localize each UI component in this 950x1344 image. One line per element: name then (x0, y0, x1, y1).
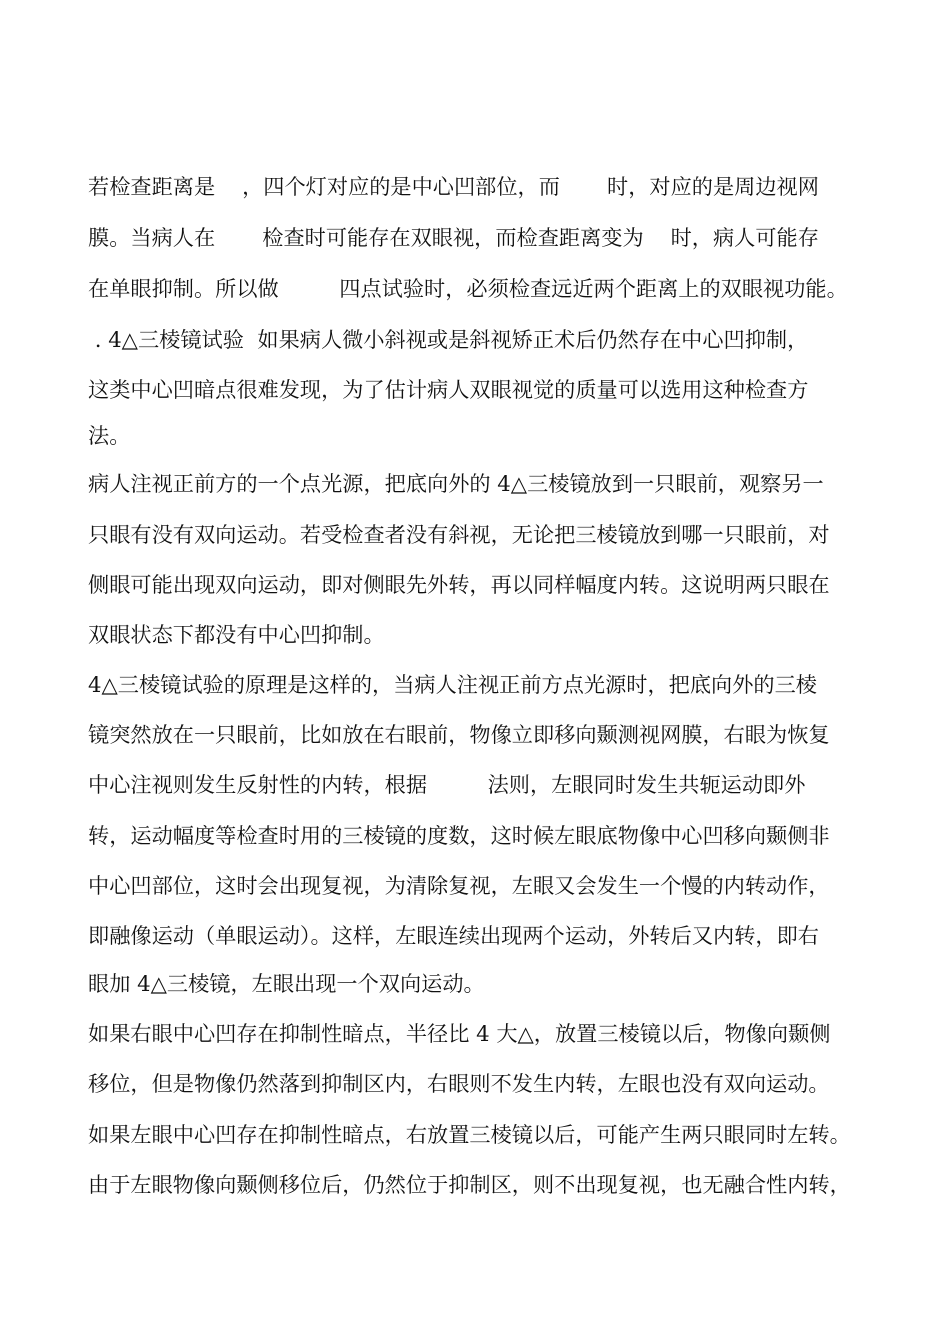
text-line: 膜。当病人在 检查时可能存在双眼视，而检查距离变为 时，病人可能存 (88, 225, 819, 250)
text-line: 中心注视则发生反射性的内转，根据 法则，左眼同时发生共轭运动即外 (88, 772, 806, 797)
text-line: 眼加 4△三棱镜，左眼出现一个双向运动。 (88, 971, 485, 996)
text-line: 双眼状态下都没有中心凹抑制。 (88, 622, 385, 647)
section-heading-line: . 4△三棱镜试验 如果病人微小斜视或是斜视矫正术后仍然存在中心凹抑制， (88, 327, 809, 352)
text-line: 如果左眼中心凹存在抑制性暗点，右放置三棱镜以后，可能产生两只眼同时左转。 (88, 1122, 851, 1147)
text-line: 这类中心凹暗点很难发现，为了估计病人双眼视觉的质量可以选用这种检查方 (88, 377, 809, 402)
text-line: 法。 (88, 423, 131, 448)
text-line: 中心凹部位，这时会出现复视，为清除复视，左眼又会发生一个慢的内转动作， (88, 873, 830, 898)
text-line: 在单眼抑制。所以做 四点试验时，必须检查远近两个距离上的双眼视功能。 (88, 276, 848, 301)
text-line: 即融像运动（单眼运动）。这样，左眼连续出现两个运动，外转后又内转，即右 (88, 923, 819, 948)
text-line: 4△三棱镜试验的原理是这样的，当病人注视正前方点光源时，把底向外的三棱 (88, 672, 817, 697)
text-line: 病人注视正前方的一个点光源，把底向外的 4△三棱镜放到一只眼前，观察另一 (88, 471, 824, 496)
text-line: 只眼有没有双向运动。若受检查者没有斜视，无论把三棱镜放到哪一只眼前，对 (88, 522, 830, 547)
text-line: 由于左眼物像向颞侧移位后，仍然位于抑制区，则不出现复视，也无融合性内转， (88, 1172, 851, 1197)
text-line: 镜突然放在一只眼前，比如放在右眼前，物像立即移向颞测视网膜，右眼为恢复 (88, 722, 830, 747)
text-line: 移位，但是物像仍然落到抑制区内，右眼则不发生内转，左眼也没有双向运动。 (88, 1071, 830, 1096)
text-line: 侧眼可能出现双向运动，即对侧眼先外转，再以同样幅度内转。这说明两只眼在 (88, 572, 830, 597)
text-line: 如果右眼中心凹存在抑制性暗点，半径比 4 大△，放置三棱镜以后，物像向颞侧 (88, 1021, 831, 1046)
text-line: 转，运动幅度等检查时用的三棱镜的度数，这时候左眼底物像中心凹移向颞侧非 (88, 823, 830, 848)
text-line: 若检查距离是 ，四个灯对应的是中心凹部位，而 时，对应的是周边视网 (88, 174, 819, 199)
